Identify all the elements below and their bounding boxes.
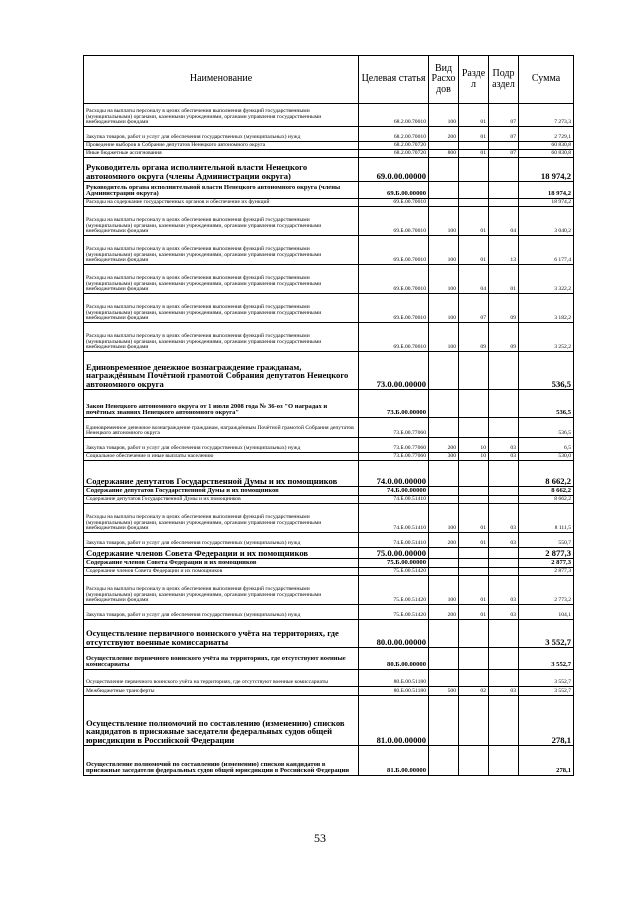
- cell-podr: [489, 390, 519, 418]
- cell-podr: [489, 182, 519, 199]
- cell-podr: 07: [489, 104, 519, 127]
- cell-code: 69.Б.00.70010: [359, 265, 429, 294]
- cell-name: Расходы на выплаты персоналу в целях обеспечения выполнения функций государственными (муниципальными) органами, казенными учреждениями, органами управления государственными внебюджетными фондами: [84, 236, 359, 265]
- cell-name: Расходы на выплаты персоналу в целях обеспечения выполнения функций государственными (муниципальными) органами, казенными учреждениями, органами управления государственными внебюджетными фондами: [84, 294, 359, 323]
- cell-vid: 100: [429, 104, 459, 127]
- cell-sum: 8 662,2: [519, 487, 574, 496]
- cell-sum: 8 662,2: [519, 461, 574, 487]
- cell-podr: [489, 559, 519, 568]
- cell-podr: 13: [489, 236, 519, 265]
- cell-code: 74.Б.00.51410: [359, 496, 429, 504]
- cell-vid: 200: [429, 605, 459, 620]
- cell-vid: [429, 670, 459, 687]
- cell-vid: 100: [429, 323, 459, 352]
- table-row: [84, 568, 574, 576]
- table-row: [84, 127, 574, 142]
- cell-podr: 09: [489, 294, 519, 323]
- cell-code: 69.0.00.00000: [359, 158, 429, 182]
- cell-name: Руководитель органа исполнительной власти Ненецкого автономного округа (члены Администрации округа): [84, 182, 359, 199]
- table-body: [84, 104, 574, 776]
- table-row: [84, 199, 574, 207]
- cell-code: 68.2.00.70010: [359, 104, 429, 127]
- table-row: [84, 746, 574, 776]
- cell-podr: [489, 548, 519, 559]
- cell-vid: 100: [429, 576, 459, 605]
- cell-razd: 01: [459, 504, 489, 533]
- header-name: Наименование: [84, 56, 359, 104]
- table-row: [84, 182, 574, 199]
- cell-vid: [429, 418, 459, 438]
- cell-razd: [459, 352, 489, 390]
- cell-razd: [459, 648, 489, 670]
- cell-razd: [459, 182, 489, 199]
- cell-code: 80.Б.00.00000: [359, 648, 429, 670]
- cell-sum: 2 773,2: [519, 576, 574, 605]
- table-row: [84, 670, 574, 687]
- cell-podr: [489, 696, 519, 746]
- cell-sum: 278,1: [519, 696, 574, 746]
- cell-vid: 100: [429, 265, 459, 294]
- cell-code: 81.Б.00.00000: [359, 746, 429, 776]
- cell-razd: 01: [459, 533, 489, 548]
- cell-code: 80.0.00.00000: [359, 620, 429, 648]
- cell-code: 69.Б.00.70010: [359, 323, 429, 352]
- table-row: [84, 104, 574, 127]
- cell-podr: [489, 746, 519, 776]
- cell-razd: 10: [459, 438, 489, 453]
- cell-name: Закупка товаров, работ и услуг для обеспечения государственных (муниципальных) нужд: [84, 438, 359, 453]
- cell-name: Расходы на выплаты персоналу в целях обеспечения выполнения функций государственными (муниципальными) органами, казенными учреждениями, органами управления государственными внебюджетными фондами: [84, 504, 359, 533]
- cell-vid: [429, 461, 459, 487]
- cell-name: Закупка товаров, работ и услуг для обеспечения государственных (муниципальных) нужд: [84, 533, 359, 548]
- cell-podr: [489, 142, 519, 150]
- table-row: [84, 576, 574, 605]
- table-row: [84, 453, 574, 461]
- cell-sum: 536,5: [519, 352, 574, 390]
- cell-podr: 03: [489, 687, 519, 696]
- cell-sum: 60 830,8: [519, 142, 574, 150]
- table-row: [84, 687, 574, 696]
- cell-sum: 6,5: [519, 438, 574, 453]
- cell-name: Содержание депутатов Государственной Думы и их помощников: [84, 496, 359, 504]
- cell-name: Закон Ненецкого автономного округа от 1 июля 2008 года № 36-оз "О наградах и почётных званиях Ненецкого автономного округа": [84, 390, 359, 418]
- cell-vid: [429, 352, 459, 390]
- cell-name: Осуществление полномочий по составлению (изменению) списков кандидатов в присяжные заседатели федеральных судов общей юрисдикции в Российской Федерации: [84, 746, 359, 776]
- cell-podr: 04: [489, 207, 519, 236]
- cell-razd: 04: [459, 265, 489, 294]
- cell-code: 75.Б.00.51420: [359, 576, 429, 605]
- header-row: [84, 56, 574, 104]
- cell-podr: 03: [489, 438, 519, 453]
- cell-name: Иные бюджетные ассигнования: [84, 150, 359, 158]
- table-row: [84, 504, 574, 533]
- cell-vid: [429, 390, 459, 418]
- cell-sum: 536,5: [519, 390, 574, 418]
- cell-sum: 3 252,2: [519, 323, 574, 352]
- cell-podr: 01: [489, 265, 519, 294]
- table-row: [84, 487, 574, 496]
- cell-razd: 01: [459, 104, 489, 127]
- table-row: [84, 438, 574, 453]
- cell-name: Закупка товаров, работ и услуг для обеспечения государственных (муниципальных) нужд: [84, 127, 359, 142]
- cell-sum: 550,7: [519, 533, 574, 548]
- cell-name: Осуществление первичного воинского учёта на территориях, где отсутствуют военные комиссариаты: [84, 648, 359, 670]
- table-row: [84, 323, 574, 352]
- cell-vid: [429, 496, 459, 504]
- cell-podr: [489, 158, 519, 182]
- cell-sum: 60 830,8: [519, 150, 574, 158]
- table-row: [84, 158, 574, 182]
- cell-sum: 8 662,2: [519, 496, 574, 504]
- cell-name: Расходы на выплаты персоналу в целях обеспечения выполнения функций государственными (муниципальными) органами, казенными учреждениями, органами управления государственными внебюджетными фондами: [84, 207, 359, 236]
- cell-code: 69.Б.00.70010: [359, 236, 429, 265]
- cell-vid: [429, 199, 459, 207]
- cell-sum: 8 111,5: [519, 504, 574, 533]
- header-razd: Разде л: [459, 56, 489, 104]
- table-row: [84, 605, 574, 620]
- cell-code: 69.Б.00.70010: [359, 207, 429, 236]
- cell-razd: [459, 620, 489, 648]
- table-row: [84, 533, 574, 548]
- cell-podr: 03: [489, 576, 519, 605]
- cell-code: 74.Б.00.51410: [359, 533, 429, 548]
- cell-name: Осуществление первичного воинского учёта на территориях, где отсутствуют военные комиссариаты: [84, 620, 359, 648]
- table-row: [84, 142, 574, 150]
- table-row: [84, 418, 574, 438]
- table-row: [84, 207, 574, 236]
- cell-podr: [489, 648, 519, 670]
- cell-razd: [459, 142, 489, 150]
- cell-razd: [459, 568, 489, 576]
- table-row: [84, 496, 574, 504]
- cell-code: 73.0.00.00000: [359, 352, 429, 390]
- cell-podr: 07: [489, 127, 519, 142]
- cell-razd: [459, 158, 489, 182]
- cell-sum: 3 552,7: [519, 648, 574, 670]
- cell-podr: [489, 487, 519, 496]
- cell-name: Содержание членов Совета Федерации и их помощников: [84, 568, 359, 576]
- cell-name: Единовременное денежное вознаграждение гражданам, награждённым Почётной грамотой Собрания депутатов Ненецкого автономного округа: [84, 418, 359, 438]
- cell-sum: 278,1: [519, 746, 574, 776]
- cell-razd: 01: [459, 150, 489, 158]
- cell-sum: 18 974,2: [519, 158, 574, 182]
- cell-sum: 3 322,2: [519, 265, 574, 294]
- table-row: [84, 150, 574, 158]
- cell-code: 80.Б.00.51180: [359, 670, 429, 687]
- cell-razd: 07: [459, 294, 489, 323]
- cell-name: Содержание членов Совета Федерации и их помощников: [84, 559, 359, 568]
- cell-sum: 7 273,3: [519, 104, 574, 127]
- cell-podr: 03: [489, 533, 519, 548]
- cell-podr: [489, 461, 519, 487]
- cell-sum: 3 182,2: [519, 294, 574, 323]
- cell-razd: 01: [459, 127, 489, 142]
- cell-sum: 2 877,3: [519, 559, 574, 568]
- header-vid: Вид Расхо дов: [429, 56, 459, 104]
- table-row: [84, 352, 574, 390]
- cell-name: Социальное обеспечение и иные выплаты населению: [84, 453, 359, 461]
- cell-sum: 6 177,4: [519, 236, 574, 265]
- cell-razd: [459, 670, 489, 687]
- cell-code: 73.Б.00.77060: [359, 438, 429, 453]
- cell-code: 73.Б.00.77060: [359, 453, 429, 461]
- cell-code: 80.Б.00.51180: [359, 687, 429, 696]
- cell-vid: 100: [429, 207, 459, 236]
- cell-vid: [429, 620, 459, 648]
- cell-name: Закупка товаров, работ и услуг для обеспечения государственных (муниципальных) нужд: [84, 605, 359, 620]
- cell-sum: 3 040,2: [519, 207, 574, 236]
- cell-podr: 09: [489, 323, 519, 352]
- cell-code: 75.Б.00.00000: [359, 559, 429, 568]
- cell-vid: [429, 548, 459, 559]
- cell-code: 69.Б.00.00000: [359, 182, 429, 199]
- cell-razd: [459, 548, 489, 559]
- cell-sum: 3 552,7: [519, 620, 574, 648]
- cell-name: Межбюджетные трансферты: [84, 687, 359, 696]
- table-row: [84, 696, 574, 746]
- cell-name: Расходы на выплаты персоналу в целях обеспечения выполнения функций государственными (муниципальными) органами, казенными учреждениями, органами управления государственными внебюджетными фондами: [84, 323, 359, 352]
- header-sum: Сумма: [519, 56, 574, 104]
- cell-code: 81.0.00.00000: [359, 696, 429, 746]
- table-row: [84, 548, 574, 559]
- cell-name: Расходы на выплаты персоналу в целях обеспечения выполнения функций государственными (муниципальными) органами, казенными учреждениями, органами управления государственными внебюджетными фондами: [84, 265, 359, 294]
- cell-razd: 09: [459, 323, 489, 352]
- cell-sum: 530,0: [519, 453, 574, 461]
- table-row: [84, 461, 574, 487]
- header-podr: Подр аздел: [489, 56, 519, 104]
- cell-vid: [429, 158, 459, 182]
- cell-sum: 2 877,3: [519, 568, 574, 576]
- cell-vid: 100: [429, 294, 459, 323]
- cell-sum: 18 974,2: [519, 182, 574, 199]
- cell-razd: [459, 418, 489, 438]
- table-row: [84, 648, 574, 670]
- cell-code: 75.Б.00.51420: [359, 568, 429, 576]
- cell-podr: [489, 620, 519, 648]
- cell-razd: 02: [459, 687, 489, 696]
- cell-razd: 01: [459, 207, 489, 236]
- table-row: [84, 390, 574, 418]
- cell-vid: [429, 746, 459, 776]
- cell-podr: [489, 199, 519, 207]
- cell-vid: [429, 648, 459, 670]
- cell-vid: 100: [429, 504, 459, 533]
- cell-razd: 01: [459, 605, 489, 620]
- cell-code: 73.Б.00.00000: [359, 390, 429, 418]
- cell-razd: [459, 496, 489, 504]
- cell-podr: 03: [489, 453, 519, 461]
- cell-code: 69.Б.00.70010: [359, 294, 429, 323]
- cell-code: 75.0.00.00000: [359, 548, 429, 559]
- cell-sum: 2 729,1: [519, 127, 574, 142]
- cell-vid: [429, 182, 459, 199]
- cell-sum: 536,5: [519, 418, 574, 438]
- cell-name: Расходы на выплаты персоналу в целях обеспечения выполнения функций государственными (муниципальными) органами, казенными учреждениями, органами управления государственными внебюджетными фондами: [84, 576, 359, 605]
- cell-vid: [429, 142, 459, 150]
- cell-code: 73.Б.00.77060: [359, 418, 429, 438]
- cell-vid: 500: [429, 687, 459, 696]
- table-row: [84, 236, 574, 265]
- cell-vid: 800: [429, 150, 459, 158]
- cell-vid: [429, 559, 459, 568]
- cell-vid: 200: [429, 438, 459, 453]
- cell-code: 68.2.00.70720: [359, 142, 429, 150]
- page-number: 53: [314, 831, 326, 845]
- header-code: Целевая статья: [359, 56, 429, 104]
- cell-podr: [489, 568, 519, 576]
- cell-vid: 100: [429, 236, 459, 265]
- cell-code: 68.2.00.70010: [359, 127, 429, 142]
- cell-vid: [429, 568, 459, 576]
- cell-name: Проведение выборов в Собрание депутатов Ненецкого автономного округа: [84, 142, 359, 150]
- cell-razd: 01: [459, 236, 489, 265]
- table-row: [84, 265, 574, 294]
- cell-razd: [459, 696, 489, 746]
- cell-code: 68.2.00.70720: [359, 150, 429, 158]
- cell-podr: 03: [489, 504, 519, 533]
- cell-name: Единовременное денежное вознаграждение гражданам, награждённым Почётной грамотой Собрания депутатов Ненецкого автономного округа: [84, 352, 359, 390]
- cell-name: Содержание членов Совета Федерации и их помощников: [84, 548, 359, 559]
- cell-razd: 10: [459, 453, 489, 461]
- cell-razd: [459, 559, 489, 568]
- cell-podr: [489, 670, 519, 687]
- cell-razd: [459, 746, 489, 776]
- cell-podr: [489, 496, 519, 504]
- cell-code: 74.0.00.00000: [359, 461, 429, 487]
- cell-vid: 200: [429, 533, 459, 548]
- cell-code: 75.Б.00.51420: [359, 605, 429, 620]
- cell-vid: [429, 696, 459, 746]
- table-row: [84, 559, 574, 568]
- cell-podr: [489, 352, 519, 390]
- cell-code: 74.Б.00.51410: [359, 504, 429, 533]
- cell-razd: 01: [459, 576, 489, 605]
- cell-name: Руководитель органа исполнительной власти Ненецкого автономного округа (члены Администрации округа): [84, 158, 359, 182]
- cell-podr: [489, 418, 519, 438]
- cell-name: Расходы на содержание государственных органов и обеспечение их функций: [84, 199, 359, 207]
- cell-sum: 3 552,7: [519, 687, 574, 696]
- cell-vid: 300: [429, 453, 459, 461]
- cell-name: Содержание депутатов Государственной Думы и их помощников: [84, 487, 359, 496]
- cell-name: Расходы на выплаты персоналу в целях обеспечения выполнения функций государственными (муниципальными) органами, казенными учреждениями, органами управления государственными внебюджетными фондами: [84, 104, 359, 127]
- cell-sum: 2 877,3: [519, 548, 574, 559]
- table-row: [84, 294, 574, 323]
- cell-razd: [459, 199, 489, 207]
- cell-razd: [459, 461, 489, 487]
- budget-table: [83, 55, 574, 776]
- cell-name: Содержание депутатов Государственной Думы и их помощников: [84, 461, 359, 487]
- cell-vid: [429, 487, 459, 496]
- cell-vid: 200: [429, 127, 459, 142]
- cell-code: 74.Б.00.00000: [359, 487, 429, 496]
- cell-code: 69.Б.00.70010: [359, 199, 429, 207]
- cell-podr: 07: [489, 150, 519, 158]
- cell-razd: [459, 487, 489, 496]
- cell-podr: 03: [489, 605, 519, 620]
- cell-name: Осуществление полномочий по составлению (изменению) списков кандидатов в присяжные заседатели федеральных судов общей юрисдикции в Российской Федерации: [84, 696, 359, 746]
- cell-name: Осуществление первичного воинского учёта на территориях, где отсутствуют военные комиссариаты: [84, 670, 359, 687]
- cell-razd: [459, 390, 489, 418]
- cell-sum: 104,1: [519, 605, 574, 620]
- cell-sum: 3 552,7: [519, 670, 574, 687]
- cell-sum: 18 974,2: [519, 199, 574, 207]
- table-row: [84, 620, 574, 648]
